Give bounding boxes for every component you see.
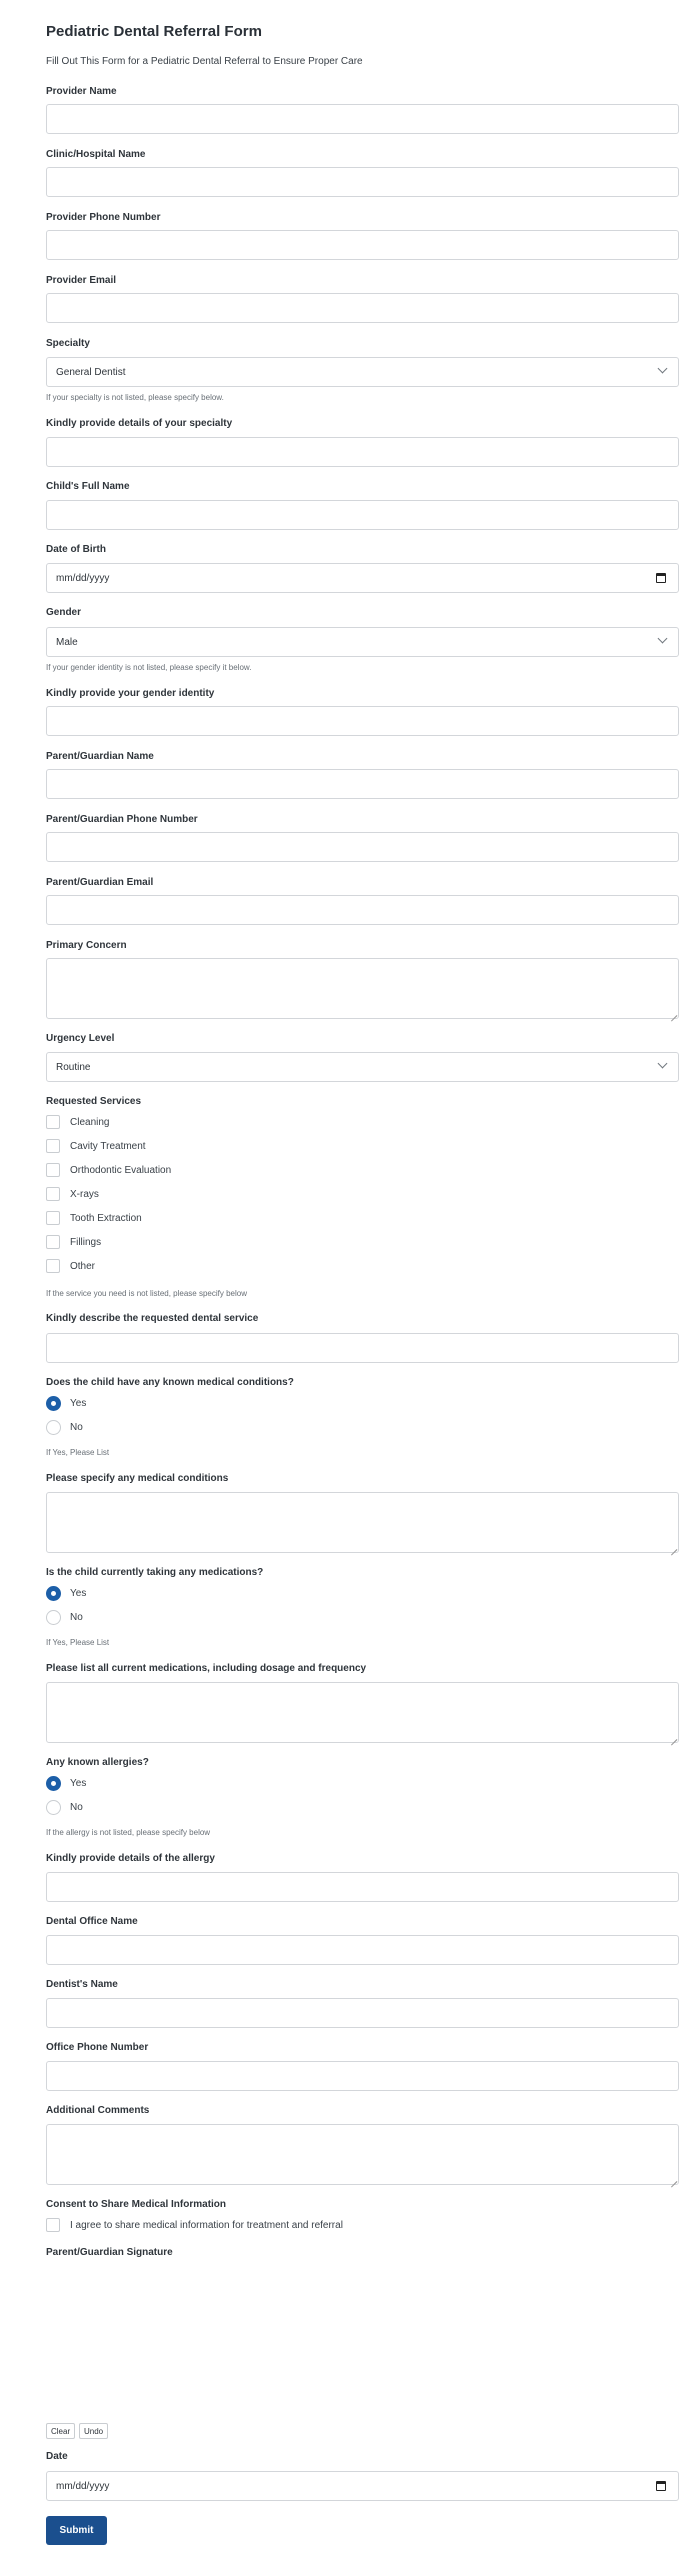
service-label-cleaning: Cleaning (70, 1117, 110, 1128)
service-describe-input[interactable] (46, 1333, 679, 1363)
clinic-name-label: Clinic/Hospital Name (46, 149, 146, 160)
calendar-icon[interactable] (656, 2481, 666, 2491)
specialty-details-input[interactable] (46, 437, 679, 467)
comments-label: Additional Comments (46, 2105, 150, 2116)
medical-conditions-yes-radio[interactable] (46, 1396, 61, 1411)
gender-label: Gender (46, 607, 82, 618)
allergies-no-radio[interactable] (46, 1800, 61, 1815)
resize-handle-icon[interactable] (670, 1544, 677, 1551)
date-label: Date (46, 2451, 68, 2462)
comments-textarea[interactable] (46, 2124, 679, 2185)
gender-hint: If your gender identity is not listed, please specify it below. (46, 663, 252, 672)
allergy-hint: If the allergy is not listed, please specify below (46, 1828, 211, 1837)
services-hint: If the service you need is not listed, please specify below (46, 1289, 247, 1298)
guardian-email-label: Parent/Guardian Email (46, 877, 154, 888)
provider-name-input[interactable] (46, 104, 679, 134)
chevron-down-icon (658, 364, 668, 374)
dental-office-input[interactable] (46, 1935, 679, 1965)
gender-identity-input[interactable] (46, 706, 679, 736)
medical-conditions-no-radio[interactable] (46, 1420, 61, 1435)
form-subtitle: Fill Out This Form for a Pediatric Dental Referral to Ensure Proper Care (46, 56, 363, 67)
clinic-name-input[interactable] (46, 167, 679, 197)
service-label-xrays: X-rays (70, 1189, 99, 1200)
dental-office-label: Dental Office Name (46, 1916, 138, 1927)
medications-hint: If Yes, Please List (46, 1638, 110, 1647)
date-input[interactable] (46, 2471, 679, 2501)
primary-concern-textarea[interactable] (46, 958, 679, 1019)
undo-button[interactable]: Undo (79, 2423, 108, 2439)
urgency-value: Routine (56, 1062, 91, 1073)
guardian-name-label: Parent/Guardian Name (46, 751, 154, 762)
signature-pad[interactable] (46, 2264, 679, 2414)
service-label-cavity: Cavity Treatment (70, 1141, 146, 1152)
medications-no-radio[interactable] (46, 1610, 61, 1625)
resize-handle-icon[interactable] (670, 1010, 677, 1017)
service-describe-label: Kindly describe the requested dental service (46, 1313, 259, 1324)
service-label-extraction: Tooth Extraction (70, 1213, 142, 1224)
provider-email-label: Provider Email (46, 275, 117, 286)
office-phone-label: Office Phone Number (46, 2042, 149, 2053)
calendar-icon[interactable] (656, 573, 666, 583)
guardian-email-input[interactable] (46, 895, 679, 925)
service-checkbox-fillings[interactable] (46, 1235, 60, 1249)
medications-yes-radio[interactable] (46, 1586, 61, 1601)
service-checkbox-cleaning[interactable] (46, 1115, 60, 1129)
dentist-name-input[interactable] (46, 1998, 679, 2028)
medications-label: Please list all current medications, including dosage and frequency (46, 1663, 367, 1674)
resize-handle-icon[interactable] (670, 2176, 677, 2183)
gender-select[interactable] (46, 627, 679, 657)
form-title: Pediatric Dental Referral Form (46, 23, 262, 40)
medical-conditions-label: Please specify any medical conditions (46, 1473, 229, 1484)
service-label-ortho: Orthodontic Evaluation (70, 1165, 172, 1176)
child-name-input[interactable] (46, 500, 679, 530)
dob-input[interactable] (46, 563, 679, 593)
chevron-down-icon (658, 634, 668, 644)
service-checkbox-other[interactable] (46, 1259, 60, 1273)
medications-yes-label: Yes (70, 1588, 87, 1599)
dob-placeholder: mm/dd/yyyy (56, 573, 110, 584)
guardian-phone-input[interactable] (46, 832, 679, 862)
medical-conditions-textarea[interactable] (46, 1492, 679, 1553)
medications-question: Is the child currently taking any medications? (46, 1567, 264, 1578)
provider-name-label: Provider Name (46, 86, 117, 97)
provider-email-input[interactable] (46, 293, 679, 323)
service-checkbox-xrays[interactable] (46, 1187, 60, 1201)
dob-label: Date of Birth (46, 544, 106, 555)
consent-label: Consent to Share Medical Information (46, 2199, 227, 2210)
services-label: Requested Services (46, 1096, 142, 1107)
medical-conditions-question: Does the child have any known medical conditions? (46, 1377, 294, 1388)
allergy-details-input[interactable] (46, 1872, 679, 1902)
allergy-details-label: Kindly provide details of the allergy (46, 1853, 215, 1864)
medications-textarea[interactable] (46, 1682, 679, 1743)
service-label-other: Other (70, 1261, 96, 1272)
urgency-label: Urgency Level (46, 1033, 115, 1044)
medical-conditions-no-label: No (70, 1422, 83, 1433)
service-label-fillings: Fillings (70, 1237, 102, 1248)
consent-checkbox[interactable] (46, 2218, 60, 2232)
service-checkbox-extraction[interactable] (46, 1211, 60, 1225)
specialty-select[interactable] (46, 357, 679, 387)
allergies-yes-radio[interactable] (46, 1776, 61, 1791)
specialty-value: General Dentist (56, 367, 126, 378)
urgency-select[interactable] (46, 1052, 679, 1082)
guardian-name-input[interactable] (46, 769, 679, 799)
provider-phone-input[interactable] (46, 230, 679, 260)
chevron-down-icon (658, 1059, 668, 1069)
child-name-label: Child's Full Name (46, 481, 130, 492)
submit-button[interactable]: Submit (46, 2516, 107, 2545)
allergies-yes-label: Yes (70, 1778, 87, 1789)
medications-no-label: No (70, 1612, 83, 1623)
gender-value: Male (56, 637, 78, 648)
allergies-no-label: No (70, 1802, 83, 1813)
medical-conditions-yes-label: Yes (70, 1398, 87, 1409)
date-placeholder: mm/dd/yyyy (56, 2481, 110, 2492)
dentist-name-label: Dentist's Name (46, 1979, 118, 1990)
specialty-hint: If your specialty is not listed, please specify below. (46, 393, 224, 402)
provider-phone-label: Provider Phone Number (46, 212, 161, 223)
specialty-label: Specialty (46, 338, 90, 349)
resize-handle-icon[interactable] (670, 1734, 677, 1741)
clear-button[interactable]: Clear (46, 2423, 75, 2439)
office-phone-input[interactable] (46, 2061, 679, 2091)
specialty-details-label: Kindly provide details of your specialty (46, 418, 233, 429)
consent-text: I agree to share medical information for treatment and referral (70, 2220, 343, 2231)
signature-label: Parent/Guardian Signature (46, 2247, 173, 2258)
service-checkbox-ortho[interactable] (46, 1163, 60, 1177)
guardian-phone-label: Parent/Guardian Phone Number (46, 814, 198, 825)
gender-identity-label: Kindly provide your gender identity (46, 688, 215, 699)
service-checkbox-cavity[interactable] (46, 1139, 60, 1153)
medical-conditions-hint: If Yes, Please List (46, 1448, 110, 1457)
allergies-question: Any known allergies? (46, 1757, 149, 1768)
primary-concern-label: Primary Concern (46, 940, 127, 951)
